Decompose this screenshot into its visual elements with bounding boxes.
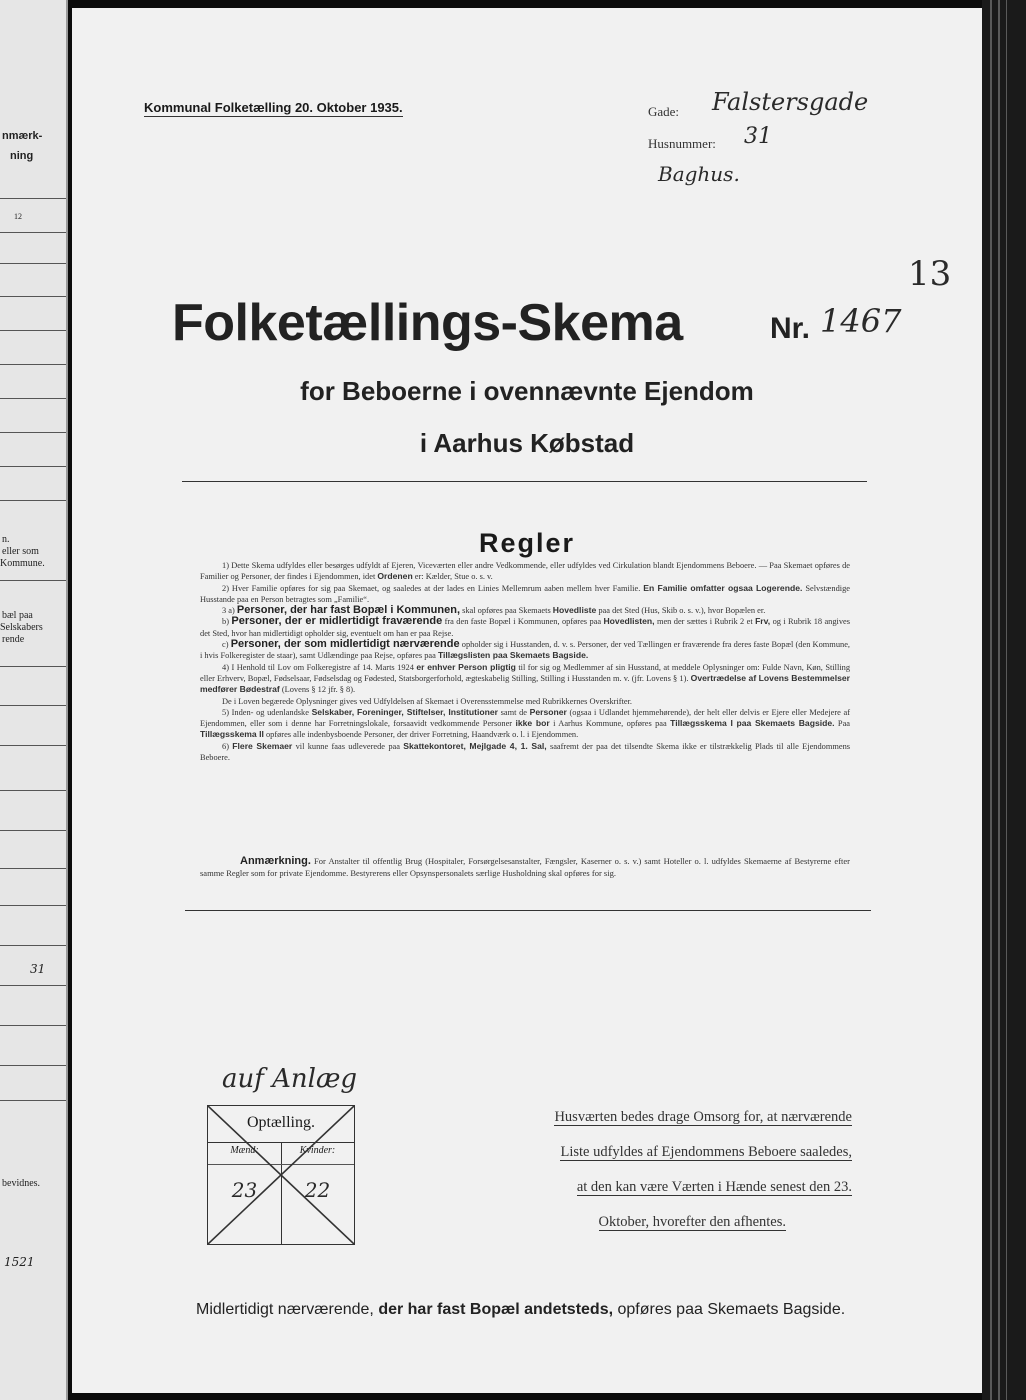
left-rule <box>0 364 66 365</box>
rule-6: 6) Flere Skemaer vil kunne faas udleverede paa Skattekontoret, Mejlgade 4, 1. Sal, saafremt der paa det tilsendte Skema ikke er tilstrækkelig Plads til alle Ejendommens Beboere. <box>200 740 851 763</box>
previous-page-strip <box>0 0 68 1400</box>
left-rule <box>0 745 66 746</box>
divider <box>182 481 867 482</box>
husnummer-label: Husnummer: <box>648 136 716 151</box>
notice-line: at den kan være Værten i Hænde senest den 23. <box>576 1179 852 1195</box>
left-handwritten: 31 <box>30 962 46 976</box>
page-edge-line <box>1006 0 1007 1400</box>
count-box <box>207 1105 355 1245</box>
footer-note: Midlertidigt nærværende, der har fast Bopæl andetsteds, opføres paa Skemaets Bagside. <box>196 1301 846 1318</box>
left-rule <box>0 790 66 791</box>
annotation-note <box>200 856 850 879</box>
rule-3a: 3 a) Personer, der har fast Bopæl i Kommunen, skal opføres paa Skemaets Hovedliste paa det Sted (Hus, Skib o. s. v.), hvor Bopælen er. <box>222 604 766 617</box>
corner-mark: 13 <box>908 254 952 294</box>
notice-line: Oktober, hvorefter den afhentes. <box>598 1214 786 1230</box>
rule-2: 2) Hver Familie opføres for sig paa Skemaet, og saaledes at der lades en Linies Mellemrum aaben mellem hver Familie. En Familie omfatter ogsaa Logerende. Selvstændige Husstande paa en Person betragtes som „Familie“. <box>200 582 850 604</box>
left-rule <box>0 1065 66 1066</box>
left-rule <box>0 705 66 706</box>
left-rule <box>0 985 66 986</box>
left-rule <box>0 500 66 501</box>
rule-3b: b) Personer, der er midlertidigt fraværende fra den faste Bopæl i Kommunen, opføres paa Hovedlisten, men der sættes i Rubrik 2 et Frv, og i Rubrik 18 angives det Sted, hvor han midlertidigt opholder sig, eventuelt om han er paa Rejse. <box>200 615 851 638</box>
left-rule <box>0 466 66 467</box>
left-rule <box>0 232 66 233</box>
left-rule <box>0 830 66 831</box>
nr-value: 1467 <box>820 302 902 340</box>
left-rule <box>0 580 66 581</box>
husnummer-value: 31 <box>744 124 772 149</box>
rule-4: 4) I Henhold til Lov om Folkeregistre af 14. Marts 1924 er enhver Person pligtig til for sig og Medlemmer af sin Husstand, at meddele Oplysninger om: Fulde Navn, Køn, Stilling eller Erhverv, Bopæl, Fødselsaar, Fødselsdag og Fødested, Statsborgerforhold, ægteskabelig Stilling, Stilling i Husstanden m. v. (jfr. Lovens § 1). Overtrædelse af Lovens Bestemmelser medfører Bødestraf (Lovens § 12 jfr. § 8). <box>200 661 851 695</box>
gade-value: Falstersgade <box>712 88 869 116</box>
left-rule <box>0 296 66 297</box>
left-header-1: nmærk- <box>2 130 43 142</box>
book-edge <box>982 0 1026 1400</box>
rule-3c: c) Personer, der som midlertidigt nærværende opholder sig i Husstanden, d. v. s. Personer, der ved Tællingen er fraværende fra deres faste Bopæl (den Kommune, i hvis Folkeregister de staar), samt Udlændinge paa Rejse, opføres paa Tillægslisten paa Skemaets Bagside. <box>200 638 851 661</box>
maend-value: 23 <box>231 1178 258 1202</box>
left-rule <box>0 330 66 331</box>
rules-text <box>200 560 850 763</box>
left-text: eller som <box>2 546 39 557</box>
left-rule <box>0 905 66 906</box>
note-label: Anmærkning. <box>240 855 311 867</box>
left-rule <box>0 432 66 433</box>
kvinder-label: Kvinder: <box>299 1145 336 1156</box>
divider <box>185 910 871 911</box>
handwritten-remark: auf Anlæg <box>222 1064 358 1094</box>
page-edge-line <box>998 0 1000 1400</box>
gade-label: Gade: <box>648 104 680 119</box>
left-text: Selskabers <box>0 622 43 633</box>
nr-label: Nr. <box>770 312 811 345</box>
left-rule <box>0 945 66 946</box>
notice-line: Liste udfyldes af Ejendommens Beboere saaledes, <box>560 1144 852 1160</box>
left-rule <box>0 868 66 869</box>
count-box-title: Optælling. <box>208 1106 354 1143</box>
census-header: Kommunal Folketælling 20. Oktober 1935. <box>144 100 403 115</box>
rule-1: 1) Dette Skema udfyldes eller besørges udfyldt af Ejeren, Viceværten eller andre Vedkommende, eller udfyldes ved Cirkulation blandt Ejendommens Beboere. — Paa Skemaet opføres de Familier og Personer, der findes i Ejendommen, idet Ordenen er: Kælder, Stue o. s. v. <box>200 561 850 582</box>
census-form-page <box>72 8 982 1393</box>
left-handwritten: 1521 <box>4 1255 35 1269</box>
left-header-2: ning <box>10 150 34 162</box>
maend-label: Mænd: <box>230 1145 259 1156</box>
note-text: For Anstalter til offentlig Brug (Hospitaler, Forsørgelsesanstalter, Fængsler, Kaserner o. s. v.) samt Hoteller o. l. udfyldes Skemaerne af Bestyrerne efter samme Regler som for private Ejendomme. Bestyrerens eller Opsynspersonalets særlige Husholdning skal opføres for sig. <box>200 856 850 878</box>
kvinder-value: 22 <box>304 1178 331 1202</box>
left-col-number: 12 <box>14 212 22 221</box>
left-rule <box>0 666 66 667</box>
left-rule <box>0 1100 66 1101</box>
regler-title: Regler <box>478 528 576 558</box>
cross-out-mark <box>208 1106 354 1244</box>
extra-note: Baghus. <box>658 162 740 186</box>
left-text: Kommune. <box>0 558 45 569</box>
left-rule <box>0 398 66 399</box>
left-text-bevidnes: bevidnes. <box>2 1178 41 1189</box>
left-rule <box>0 263 66 264</box>
page-edge-line <box>990 0 992 1400</box>
left-text: bæl paa <box>2 610 33 621</box>
left-text: rende <box>2 634 25 645</box>
notice-line: Husværten bedes drage Omsorg for, at nærværende <box>554 1109 852 1125</box>
form-title: Folketællings-Skema <box>172 294 683 352</box>
rule-5: 5) Inden- og udenlandske Selskaber, Foreninger, Stiftelser, Institutioner samt de Personer (ogsaa i Udlandet hjemmehørende), der helt eller delvis er Ejere eller Medejere af Ejendommen, eller som i denne har Forretningslokale, forsaavidt vedkommende Personer ikke bor i Aarhus Kommune, opføres paa Tillægsskema I paa Skemaets Bagside. Paa Tillægsskema II opføres alle indenbysboende Personer, der driver Forretning, Haandværk o. l. i Ejendommen. <box>200 706 851 740</box>
rule-4-note: De i Loven begærede Oplysninger gives ved Udfyldelsen af Skemaet i Overensstemmelse med Rubrikkernes Overskrifter. <box>222 696 633 706</box>
subtitle-2: i Aarhus Købstad <box>419 428 635 458</box>
left-text: n. <box>2 534 10 545</box>
subtitle-1: for Beboerne i ovennævnte Ejendom <box>300 376 754 406</box>
left-rule <box>0 1025 66 1026</box>
left-rule <box>0 198 66 199</box>
